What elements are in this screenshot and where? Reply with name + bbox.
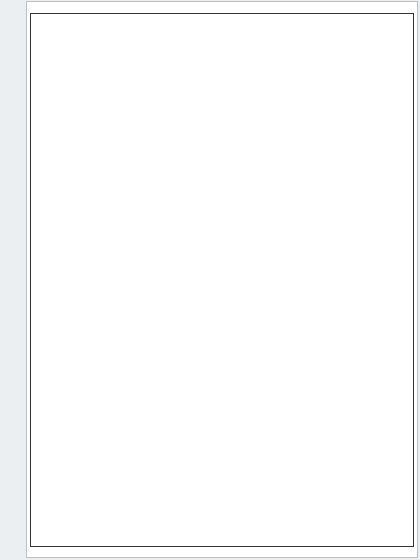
document-page [26, 1, 418, 558]
menu-table [30, 13, 414, 547]
document-header [30, 4, 414, 13]
page-indicator [3, 6, 23, 34]
